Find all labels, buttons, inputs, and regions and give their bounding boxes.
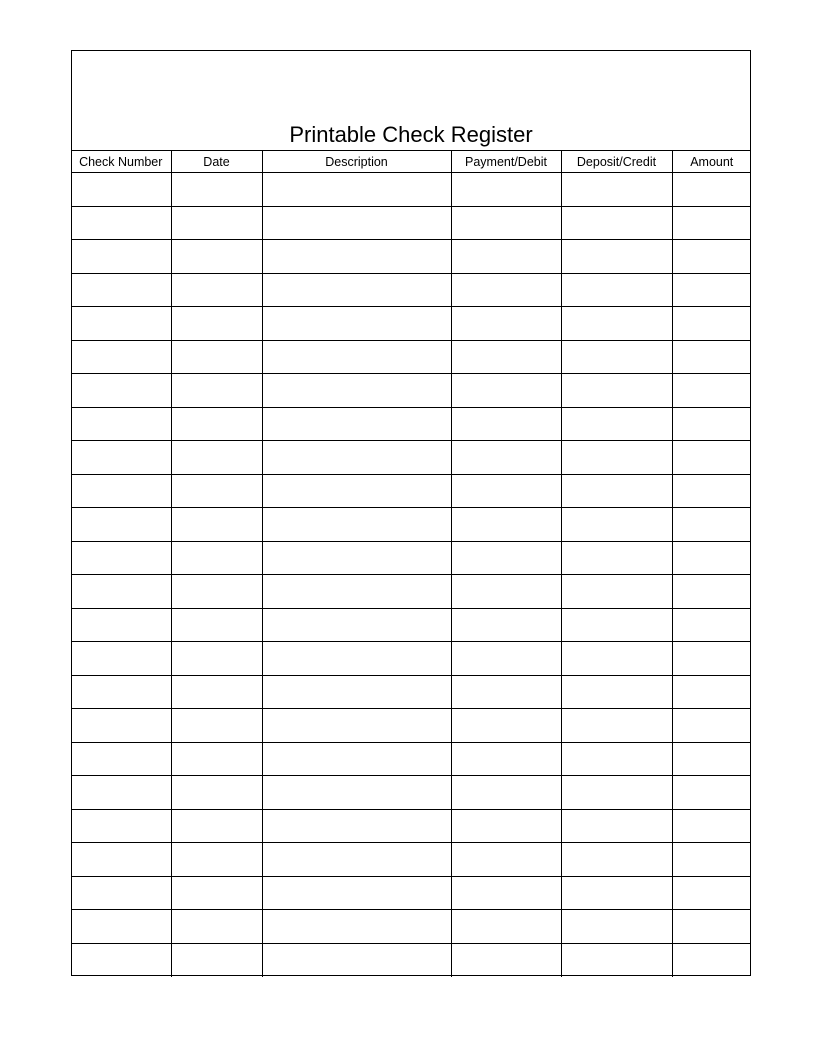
date-cell xyxy=(171,943,262,977)
amount-cell xyxy=(672,742,751,776)
description-cell xyxy=(262,843,451,877)
title-area xyxy=(72,51,750,150)
description-cell xyxy=(262,508,451,542)
amount-cell xyxy=(672,776,751,810)
check-number-cell xyxy=(71,675,171,709)
deposit-credit-cell xyxy=(561,709,672,743)
description-cell xyxy=(262,776,451,810)
payment-debit-cell xyxy=(451,642,561,676)
description-cell xyxy=(262,608,451,642)
description-cell xyxy=(262,742,451,776)
date-cell xyxy=(171,508,262,542)
table-row xyxy=(71,206,751,240)
amount-cell xyxy=(672,407,751,441)
date-cell xyxy=(171,843,262,877)
payment-debit-cell xyxy=(451,307,561,341)
amount-cell xyxy=(672,675,751,709)
deposit-credit-cell xyxy=(561,508,672,542)
payment-debit-cell xyxy=(451,742,561,776)
deposit-credit-cell xyxy=(561,441,672,475)
table-row xyxy=(71,809,751,843)
column-header-description: Description xyxy=(262,151,451,173)
payment-debit-cell xyxy=(451,608,561,642)
header-row xyxy=(71,151,751,173)
check-number-cell xyxy=(71,374,171,408)
deposit-credit-cell xyxy=(561,240,672,274)
deposit-credit-cell xyxy=(561,273,672,307)
payment-debit-cell xyxy=(451,374,561,408)
amount-cell xyxy=(672,340,751,374)
column-header-date: Date xyxy=(171,151,262,173)
date-cell xyxy=(171,374,262,408)
deposit-credit-cell xyxy=(561,307,672,341)
check-number-cell xyxy=(71,273,171,307)
register-table xyxy=(71,150,751,977)
column-header-amount: Amount xyxy=(672,151,751,173)
table-row xyxy=(71,407,751,441)
date-cell xyxy=(171,307,262,341)
description-cell xyxy=(262,240,451,274)
table-row xyxy=(71,742,751,776)
table-row xyxy=(71,441,751,475)
date-cell xyxy=(171,240,262,274)
description-cell xyxy=(262,273,451,307)
check-number-cell xyxy=(71,776,171,810)
date-cell xyxy=(171,608,262,642)
table-row xyxy=(71,173,751,207)
check-number-cell xyxy=(71,340,171,374)
amount-cell xyxy=(672,273,751,307)
description-cell xyxy=(262,374,451,408)
payment-debit-cell xyxy=(451,876,561,910)
date-cell xyxy=(171,709,262,743)
check-number-cell xyxy=(71,173,171,207)
date-cell xyxy=(171,441,262,475)
description-cell xyxy=(262,307,451,341)
check-number-cell xyxy=(71,508,171,542)
amount-cell xyxy=(672,575,751,609)
table-row xyxy=(71,642,751,676)
description-cell xyxy=(262,910,451,944)
description-cell xyxy=(262,809,451,843)
description-cell xyxy=(262,642,451,676)
table-row xyxy=(71,608,751,642)
payment-debit-cell xyxy=(451,173,561,207)
deposit-credit-cell xyxy=(561,675,672,709)
table-row xyxy=(71,307,751,341)
table-row xyxy=(71,675,751,709)
column-header-deposit-credit: Deposit/Credit xyxy=(561,151,672,173)
amount-cell xyxy=(672,642,751,676)
check-register-sheet xyxy=(71,50,751,976)
check-number-cell xyxy=(71,541,171,575)
date-cell xyxy=(171,642,262,676)
date-cell xyxy=(171,776,262,810)
date-cell xyxy=(171,407,262,441)
check-number-cell xyxy=(71,575,171,609)
date-cell xyxy=(171,273,262,307)
deposit-credit-cell xyxy=(561,340,672,374)
deposit-credit-cell xyxy=(561,407,672,441)
check-number-cell xyxy=(71,843,171,877)
payment-debit-cell xyxy=(451,541,561,575)
payment-debit-cell xyxy=(451,340,561,374)
description-cell xyxy=(262,206,451,240)
payment-debit-cell xyxy=(451,910,561,944)
check-number-cell xyxy=(71,474,171,508)
table-row xyxy=(71,575,751,609)
table-row xyxy=(71,541,751,575)
description-cell xyxy=(262,441,451,475)
date-cell xyxy=(171,474,262,508)
table-row xyxy=(71,943,751,977)
description-cell xyxy=(262,340,451,374)
deposit-credit-cell xyxy=(561,843,672,877)
payment-debit-cell xyxy=(451,709,561,743)
check-number-cell xyxy=(71,943,171,977)
date-cell xyxy=(171,541,262,575)
amount-cell xyxy=(672,608,751,642)
amount-cell xyxy=(672,206,751,240)
deposit-credit-cell xyxy=(561,541,672,575)
amount-cell xyxy=(672,240,751,274)
deposit-credit-cell xyxy=(561,575,672,609)
check-number-cell xyxy=(71,407,171,441)
deposit-credit-cell xyxy=(561,910,672,944)
page-title: Printable Check Register xyxy=(289,122,533,147)
amount-cell xyxy=(672,876,751,910)
description-cell xyxy=(262,876,451,910)
check-number-cell xyxy=(71,876,171,910)
check-number-cell xyxy=(71,642,171,676)
check-number-cell xyxy=(71,441,171,475)
amount-cell xyxy=(672,307,751,341)
amount-cell xyxy=(672,843,751,877)
amount-cell xyxy=(672,809,751,843)
description-cell xyxy=(262,541,451,575)
date-cell xyxy=(171,675,262,709)
check-number-cell xyxy=(71,809,171,843)
check-number-cell xyxy=(71,742,171,776)
amount-cell xyxy=(672,474,751,508)
amount-cell xyxy=(672,709,751,743)
check-number-cell xyxy=(71,240,171,274)
deposit-credit-cell xyxy=(561,642,672,676)
description-cell xyxy=(262,407,451,441)
description-cell xyxy=(262,173,451,207)
payment-debit-cell xyxy=(451,943,561,977)
payment-debit-cell xyxy=(451,776,561,810)
deposit-credit-cell xyxy=(561,776,672,810)
deposit-credit-cell xyxy=(561,809,672,843)
description-cell xyxy=(262,474,451,508)
table-row xyxy=(71,340,751,374)
deposit-credit-cell xyxy=(561,608,672,642)
date-cell xyxy=(171,206,262,240)
deposit-credit-cell xyxy=(561,173,672,207)
deposit-credit-cell xyxy=(561,374,672,408)
payment-debit-cell xyxy=(451,575,561,609)
payment-debit-cell xyxy=(451,508,561,542)
date-cell xyxy=(171,809,262,843)
check-number-cell xyxy=(71,709,171,743)
check-number-cell xyxy=(71,206,171,240)
description-cell xyxy=(262,709,451,743)
table-row xyxy=(71,374,751,408)
table-row xyxy=(71,240,751,274)
table-row xyxy=(71,474,751,508)
payment-debit-cell xyxy=(451,240,561,274)
amount-cell xyxy=(672,374,751,408)
date-cell xyxy=(171,876,262,910)
register-body xyxy=(71,173,751,977)
date-cell xyxy=(171,340,262,374)
date-cell xyxy=(171,742,262,776)
check-number-cell xyxy=(71,910,171,944)
check-number-cell xyxy=(71,307,171,341)
table-row xyxy=(71,843,751,877)
payment-debit-cell xyxy=(451,474,561,508)
payment-debit-cell xyxy=(451,809,561,843)
table-row xyxy=(71,876,751,910)
description-cell xyxy=(262,575,451,609)
description-cell xyxy=(262,943,451,977)
column-header-payment-debit: Payment/Debit xyxy=(451,151,561,173)
payment-debit-cell xyxy=(451,407,561,441)
table-row xyxy=(71,508,751,542)
date-cell xyxy=(171,910,262,944)
deposit-credit-cell xyxy=(561,876,672,910)
payment-debit-cell xyxy=(451,675,561,709)
table-row xyxy=(71,709,751,743)
amount-cell xyxy=(672,508,751,542)
payment-debit-cell xyxy=(451,206,561,240)
table-row xyxy=(71,273,751,307)
check-number-cell xyxy=(71,608,171,642)
payment-debit-cell xyxy=(451,843,561,877)
date-cell xyxy=(171,575,262,609)
payment-debit-cell xyxy=(451,441,561,475)
description-cell xyxy=(262,675,451,709)
amount-cell xyxy=(672,943,751,977)
date-cell xyxy=(171,173,262,207)
amount-cell xyxy=(672,173,751,207)
deposit-credit-cell xyxy=(561,474,672,508)
deposit-credit-cell xyxy=(561,206,672,240)
amount-cell xyxy=(672,910,751,944)
amount-cell xyxy=(672,441,751,475)
payment-debit-cell xyxy=(451,273,561,307)
table-row xyxy=(71,776,751,810)
table-row xyxy=(71,910,751,944)
deposit-credit-cell xyxy=(561,943,672,977)
deposit-credit-cell xyxy=(561,742,672,776)
column-header-check-number: Check Number xyxy=(71,151,171,173)
amount-cell xyxy=(672,541,751,575)
